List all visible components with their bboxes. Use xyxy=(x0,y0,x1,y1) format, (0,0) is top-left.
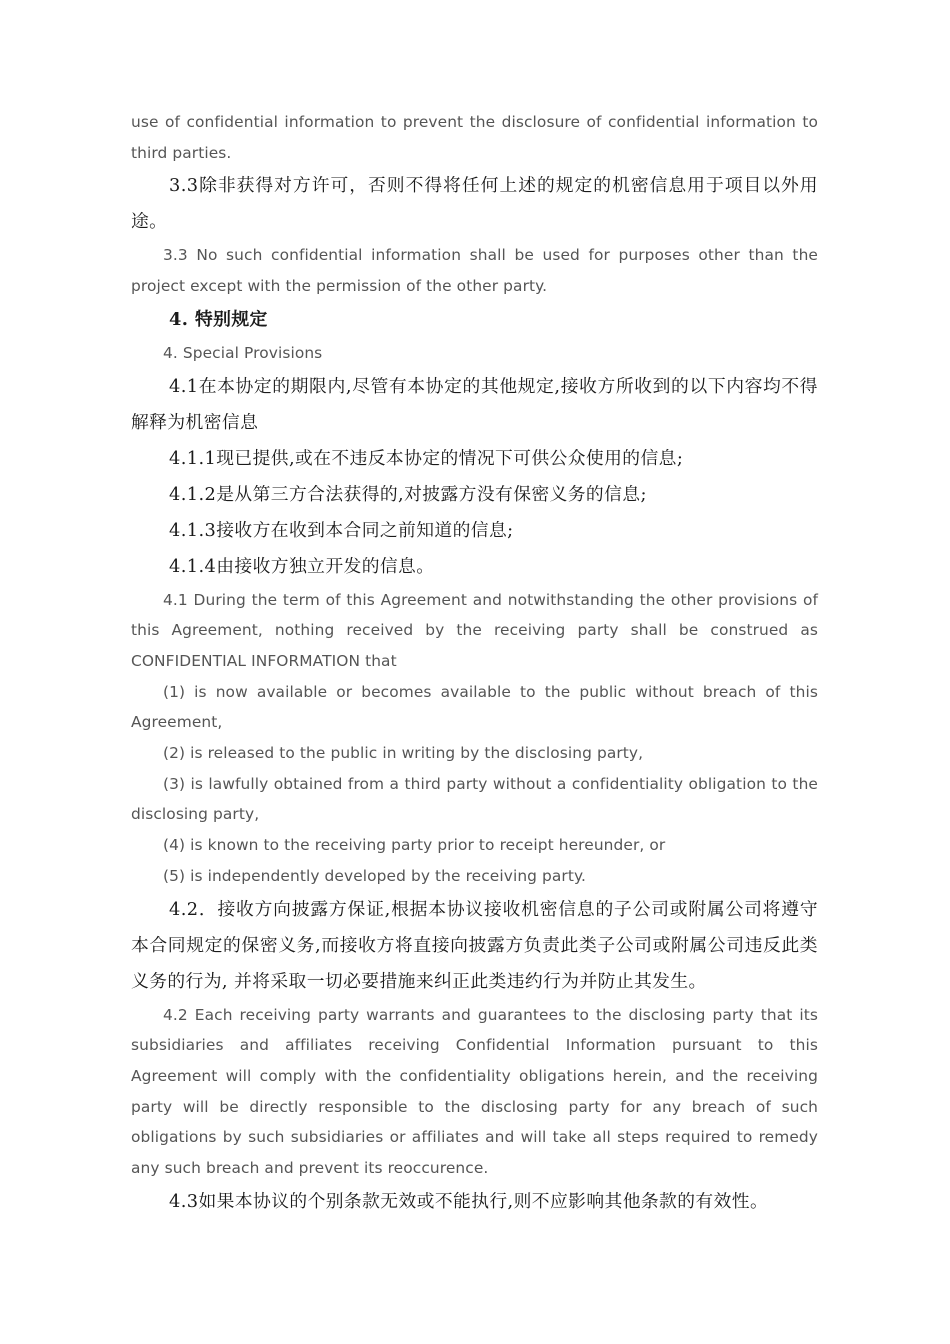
paragraph-en-confidential-use-continued: use of confidential information to prevent the disclosure of confidential information to third parties. xyxy=(131,113,818,162)
paragraph-zh-4-1: 4.1在本协定的期限内,尽管有本协定的其他规定,接收方所收到的以下内容均不得解释为机密信息 xyxy=(131,375,818,433)
paragraph-en-4-1-item-4: (4) is known to the receiving party prior to receipt hereunder, or xyxy=(163,836,666,855)
paragraph-zh-4-1-4: 4.1.4由接收方独立开发的信息。 xyxy=(169,555,435,577)
paragraph-en-4-1-item-2: (2) is released to the public in writing by the disclosing party, xyxy=(163,744,644,763)
document-page xyxy=(131,107,818,1220)
section-heading-en-4: 4. Special Provisions xyxy=(163,343,323,362)
paragraph-zh-4-1-2: 4.1.2是从第三方合法获得的,对披露方没有保密义务的信息; xyxy=(169,483,647,505)
paragraph-zh-3-3: 3.3除非获得对方许可，否则不得将任何上述的规定的机密信息用于项目以外用途。 xyxy=(131,175,818,233)
paragraph-en-3-3: 3.3 No such confidential information shall be used for purposes other than the project except with the permission of the other party. xyxy=(131,246,818,296)
section-heading-zh-4: 4. 特别规定 xyxy=(169,308,268,330)
paragraph-zh-4-1-3: 4.1.3接收方在收到本合同之前知道的信息; xyxy=(169,519,514,541)
paragraph-en-4-2: 4.2 Each receiving party warrants and guarantees to the disclosing party that its subsidiaries and affiliates receiving Confidential Information pursuant to this Agreement will comply with the confidentiality obligations herein, and the receiving party will be directly responsible to the disclosing party for any breach of such obligations by such subsidiaries or affiliates and will take all steps required to remedy any such breach and prevent its reoccurence. xyxy=(131,1005,818,1178)
paragraph-en-4-1: 4.1 During the term of this Agreement and notwithstanding the other provisions of this Agreement, nothing received by the receiving party shall be construed as CONFIDENTIAL INFORMATION that xyxy=(131,590,818,670)
paragraph-en-4-1-item-1: (1) is now available or becomes available to the public without breach of this Agreement, xyxy=(131,682,818,732)
paragraph-zh-4-3: 4.3如果本协议的个别条款无效或不能执行,则不应影响其他条款的有效性。 xyxy=(169,1190,769,1212)
paragraph-zh-4-1-1: 4.1.1现已提供,或在不违反本协定的情况下可供公众使用的信息; xyxy=(169,447,684,469)
paragraph-zh-4-2: 4.2．接收方向披露方保证,根据本协议接收机密信息的子公司或附属公司将遵守本合同规定的保密义务,而接收方将直接向披露方负责此类子公司或附属公司违反此类义务的行为, 并将采取一切必要措施来纠正此类违约行为并防止其发生。 xyxy=(131,898,818,992)
paragraph-en-4-1-item-3: (3) is lawfully obtained from a third party without a confidentiality obligation to the disclosing party, xyxy=(131,774,818,824)
paragraph-en-4-1-item-5: (5) is independently developed by the receiving party. xyxy=(163,866,587,885)
